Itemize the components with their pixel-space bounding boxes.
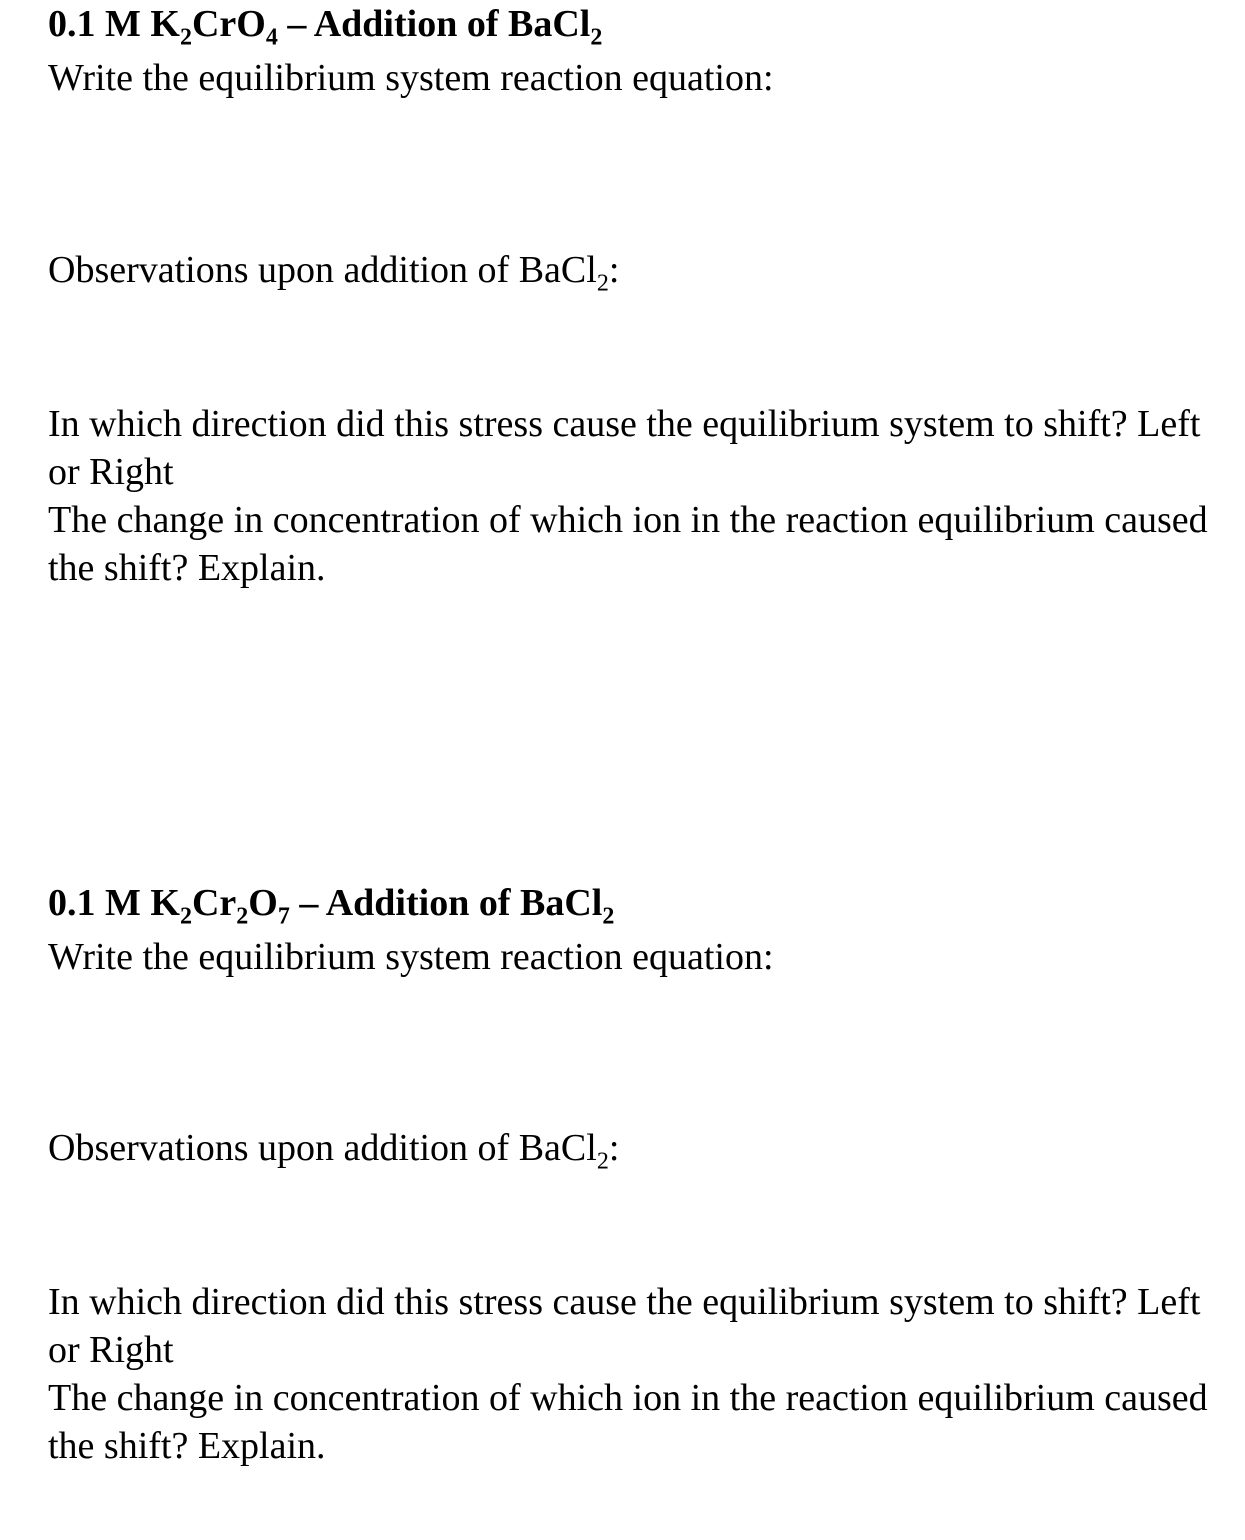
section-1-observations-prompt: Observations upon addition of BaCl$_2$:: [48, 249, 620, 297]
section-1-direction-question: In which direction did this stress cause the equilibrium system to shift? Left or Right: [48, 403, 1201, 493]
section-2-equation-prompt: Write the equilibrium system reaction equation:: [48, 936, 774, 978]
section-2-heading: 0.1 M $K_2Cr_2O_7$ – Addition of BaCl$_2$: [48, 882, 615, 930]
section-1-heading: 0.1 M $K_2CrO_4$ – Addition of BaCl$_2$: [48, 3, 603, 51]
section-2-observations-prompt: Observations upon addition of BaCl$_2$:: [48, 1127, 620, 1175]
section-1-equation-prompt: Write the equilibrium system reaction equation:: [48, 57, 774, 99]
section-2-direction-question: In which direction did this stress cause the equilibrium system to shift? Left or Right: [48, 1281, 1201, 1371]
section-1-ion-question: The change in concentration of which ion in the reaction equilibrium caused the shift? Explain.: [48, 499, 1208, 589]
section-2-ion-question: The change in concentration of which ion in the reaction equilibrium caused the shift? Explain.: [48, 1377, 1208, 1467]
